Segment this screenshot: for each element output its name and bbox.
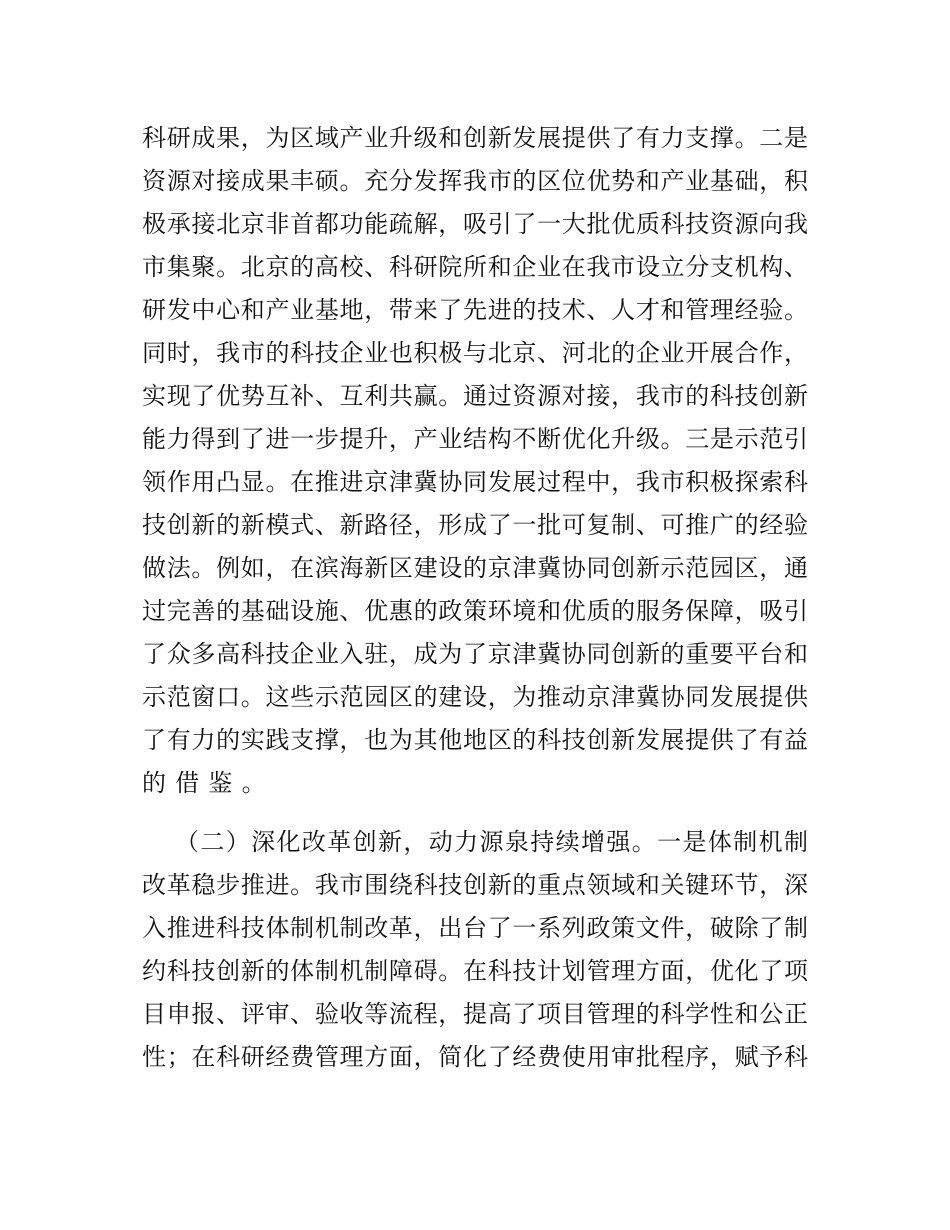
- text-line: 过完善的基础设施、优惠的政策环境和优质的服务保障，吸引: [142, 597, 808, 625]
- text-line: 领作用凸显。在推进京津冀协同发展过程中，我市积极探索科: [142, 468, 808, 496]
- text-line: （二）深化改革创新，动力源泉持续增强。一是体制机制: [175, 828, 808, 856]
- text-line: 入推进科技体制机制改革，出台了一系列政策文件，破除了制: [142, 914, 808, 942]
- text-line: 目申报、评审、验收等流程，提高了项目管理的科学性和公正: [142, 1000, 808, 1028]
- text-line: 的借鉴。: [142, 769, 275, 797]
- text-line: 科研成果，为区域产业升级和创新发展提供了有力支撑。二是: [142, 124, 808, 152]
- text-line: 了众多高科技企业入驻，成为了京津冀协同创新的重要平台和: [142, 640, 808, 668]
- text-line: 能力得到了进一步提升，产业结构不断优化升级。三是示范引: [142, 425, 808, 453]
- text-line: 做法。例如，在滨海新区建设的京津冀协同创新示范园区，通: [142, 554, 808, 582]
- text-line: 示范窗口。这些示范园区的建设，为推动京津冀协同发展提供: [142, 683, 808, 711]
- text-line: 技创新的新模式、新路径，形成了一批可复制、可推广的经验: [142, 511, 808, 539]
- text-line: 市集聚。北京的高校、科研院所和企业在我市设立分支机构、: [142, 253, 808, 281]
- text-line: 资源对接成果丰硕。充分发挥我市的区位优势和产业基础，积: [142, 167, 808, 195]
- text-line: 实现了优势互补、互利共赢。通过资源对接，我市的科技创新: [142, 382, 808, 410]
- text-line: 了有力的实践支撑，也为其他地区的科技创新发展提供了有益: [142, 726, 808, 754]
- text-line: 同时，我市的科技企业也积极与北京、河北的企业开展合作，: [142, 339, 808, 367]
- text-line: 研发中心和产业基地，带来了先进的技术、人才和管理经验。: [142, 296, 808, 324]
- text-line: 性；在科研经费管理方面，简化了经费使用审批程序，赋予科: [142, 1043, 808, 1071]
- text-line: 约科技创新的体制机制障碍。在科技计划管理方面，优化了项: [142, 957, 808, 985]
- text-line: 极承接北京非首都功能疏解，吸引了一大批优质科技资源向我: [142, 210, 808, 238]
- text-line: 改革稳步推进。我市围绕科技创新的重点领域和关键环节，深: [142, 871, 808, 899]
